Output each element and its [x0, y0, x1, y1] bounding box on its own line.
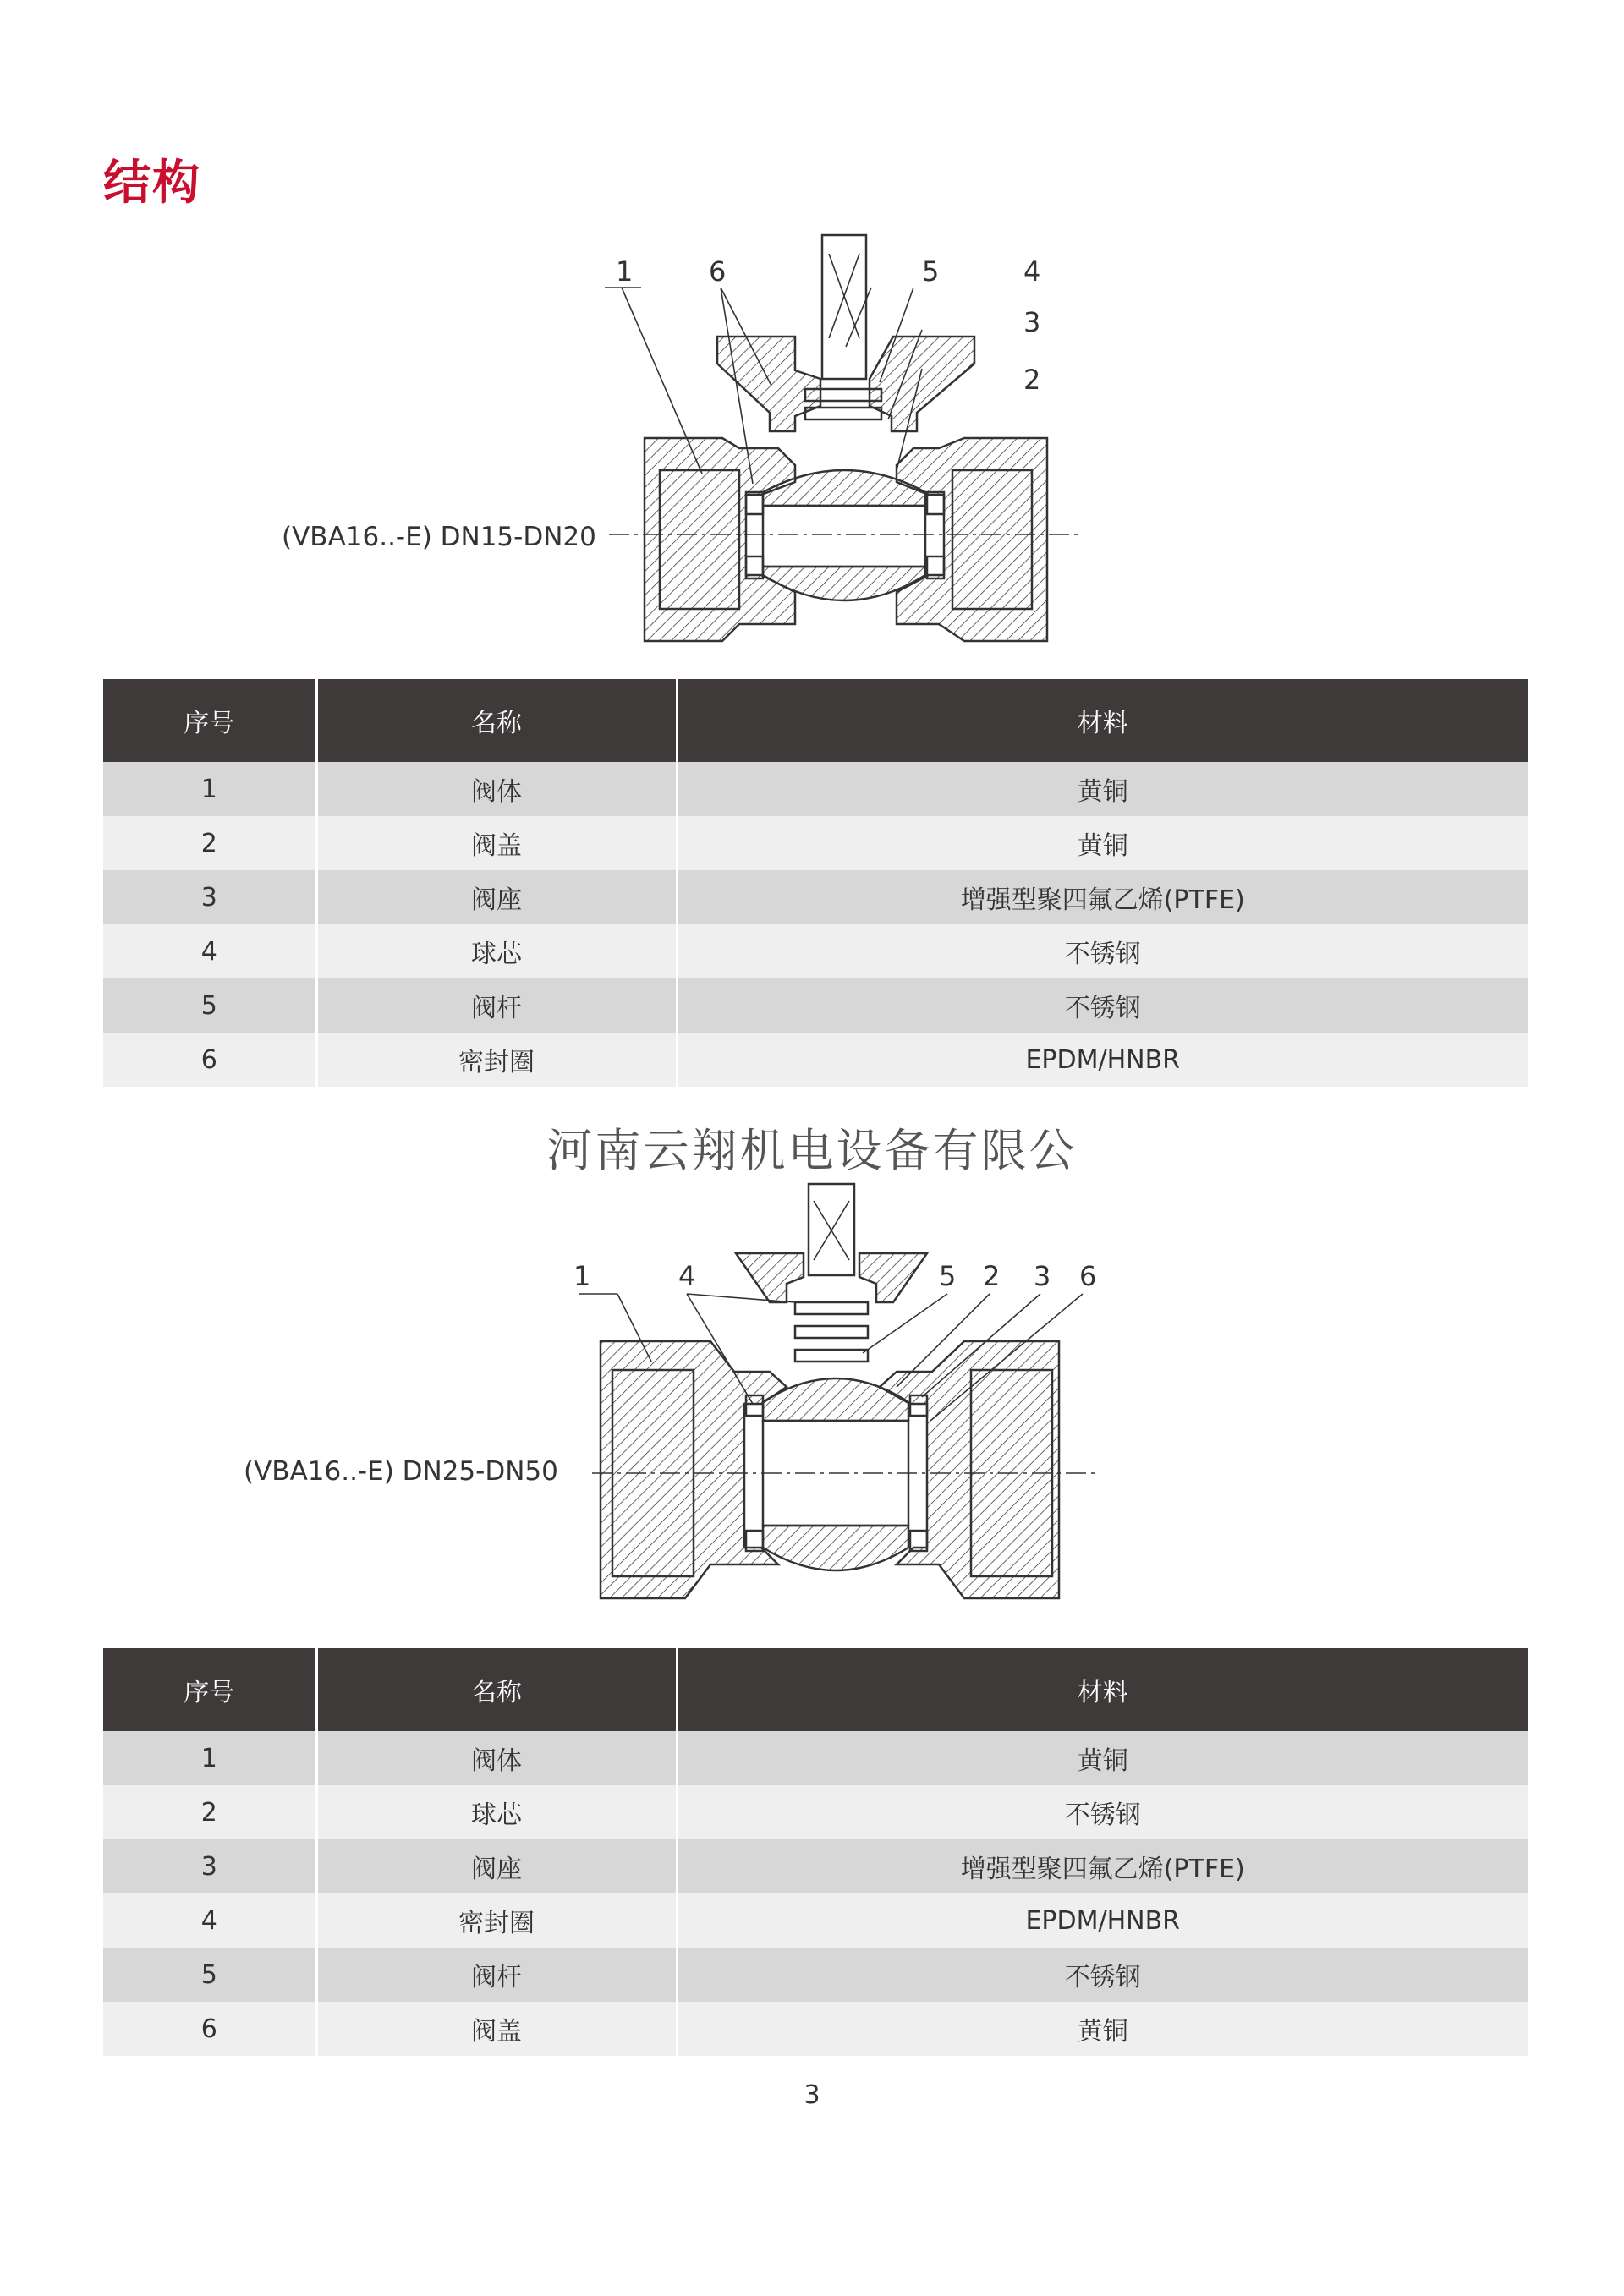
valve-drawing-dn15-dn20	[541, 220, 1100, 660]
cell-index: 4	[103, 924, 316, 978]
callout-3: 3	[1023, 306, 1041, 338]
table-row	[103, 2002, 1528, 2056]
cell-index: 4	[103, 1893, 316, 1948]
callout-5: 5	[922, 255, 940, 288]
cell-index: 2	[103, 1785, 316, 1839]
table-row	[103, 1033, 1528, 1087]
cell-index: 3	[103, 870, 316, 924]
cell-name: 阀盖	[316, 816, 677, 870]
callout-3: 3	[1034, 1260, 1051, 1292]
cell-material: EPDM/HNBR	[677, 1033, 1528, 1087]
cell-material: 不锈钢	[677, 1785, 1528, 1839]
table-row	[103, 870, 1528, 924]
cell-index: 5	[103, 978, 316, 1033]
table-row	[103, 978, 1528, 1033]
column-header-index: 序号	[103, 679, 316, 762]
callout-1: 1	[616, 255, 634, 288]
column-header-material: 材料	[677, 1648, 1528, 1731]
table-row	[103, 924, 1528, 978]
cell-index: 3	[103, 1839, 316, 1893]
cell-material: 黄铜	[677, 2002, 1528, 2056]
company-watermark: 河南云翔机电设备有限公	[546, 1124, 1078, 1177]
materials-table-dn25-dn50	[103, 1648, 1528, 2056]
table-row	[103, 762, 1528, 816]
valve-drawing-dn25-dn50	[541, 1175, 1133, 1615]
column-header-index: 序号	[103, 1648, 316, 1731]
model-label-dn15-dn20: (VBA16..-E) DN15-DN20	[282, 522, 596, 552]
cell-name: 球芯	[316, 924, 677, 978]
table-row	[103, 1948, 1528, 2002]
table-row	[103, 1839, 1528, 1893]
section-title: 结构	[103, 156, 201, 211]
cell-material: 黄铜	[677, 762, 1528, 816]
callout-4: 4	[1023, 255, 1041, 288]
column-header-name: 名称	[316, 679, 677, 762]
cell-material: 不锈钢	[677, 978, 1528, 1033]
table-row	[103, 1731, 1528, 1785]
cell-name: 密封圈	[316, 1033, 677, 1087]
cell-material: 黄铜	[677, 1731, 1528, 1785]
cell-name: 阀体	[316, 762, 677, 816]
cell-index: 5	[103, 1948, 316, 2002]
callout-2: 2	[983, 1260, 1001, 1292]
column-header-material: 材料	[677, 679, 1528, 762]
cell-index: 6	[103, 2002, 316, 2056]
cell-index: 1	[103, 1731, 316, 1785]
table-row	[103, 816, 1528, 870]
cell-material: 不锈钢	[677, 924, 1528, 978]
callout-6: 6	[1079, 1260, 1097, 1292]
cell-name: 阀体	[316, 1731, 677, 1785]
page-number: 3	[804, 2080, 820, 2110]
callout-2: 2	[1023, 364, 1041, 396]
cell-material: 增强型聚四氟乙烯(PTFE)	[677, 1839, 1528, 1893]
callout-1: 1	[573, 1260, 591, 1292]
cell-index: 6	[103, 1033, 316, 1087]
cell-name: 阀盖	[316, 2002, 677, 2056]
cell-name: 阀杆	[316, 978, 677, 1033]
cell-material: 黄铜	[677, 816, 1528, 870]
callout-6: 6	[709, 255, 727, 288]
cell-index: 2	[103, 816, 316, 870]
table-header-row	[103, 679, 1528, 762]
cell-name: 球芯	[316, 1785, 677, 1839]
cell-name: 密封圈	[316, 1893, 677, 1948]
cell-name: 阀座	[316, 870, 677, 924]
cell-material: 不锈钢	[677, 1948, 1528, 2002]
callout-4: 4	[678, 1260, 696, 1292]
cell-material: 增强型聚四氟乙烯(PTFE)	[677, 870, 1528, 924]
table-header-row	[103, 1648, 1528, 1731]
materials-table-dn15-dn20	[103, 679, 1528, 1087]
table-row	[103, 1893, 1528, 1948]
cell-name: 阀座	[316, 1839, 677, 1893]
callout-5: 5	[939, 1260, 957, 1292]
column-header-name: 名称	[316, 1648, 677, 1731]
cell-index: 1	[103, 762, 316, 816]
cell-name: 阀杆	[316, 1948, 677, 2002]
cell-material: EPDM/HNBR	[677, 1893, 1528, 1948]
model-label-dn25-dn50: (VBA16..-E) DN25-DN50	[244, 1456, 558, 1487]
table-row	[103, 1785, 1528, 1839]
